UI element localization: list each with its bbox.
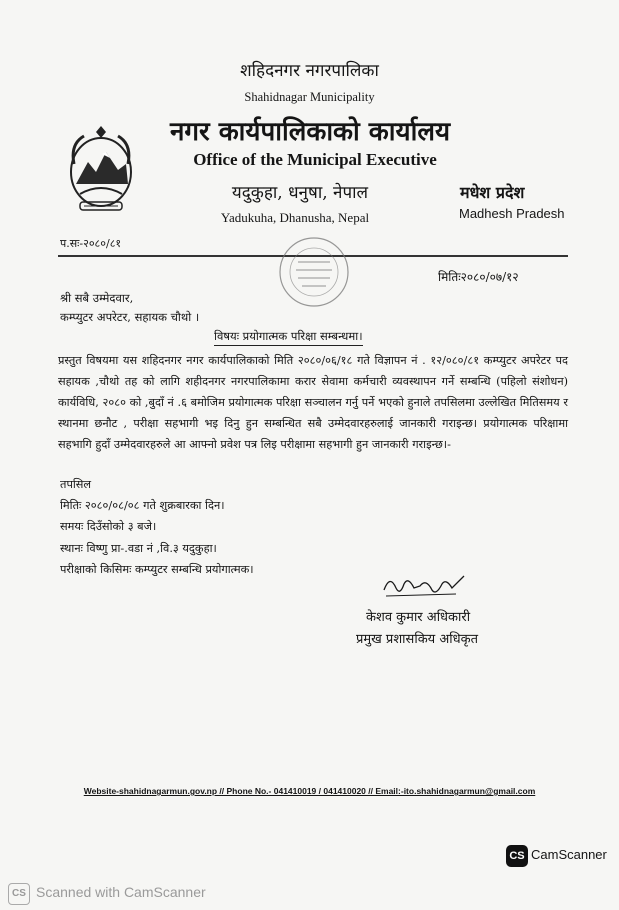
subject-line: विषयः प्रयोगात्मक परिक्षा सम्बन्धमा। [214, 329, 363, 346]
tapsil-heading: तपसिल [60, 478, 92, 491]
address-english: Yadukuha, Dhanusha, Nepal [220, 210, 370, 225]
camscanner-logo-icon: CS [506, 845, 528, 867]
municipality-name-nepali: शहिदनगर नगरपालिका [240, 61, 379, 81]
office-name-nepali: नगर कार्यपालिकाको कार्यालय [169, 117, 451, 147]
exam-date-line: मितिः २०८०/०८/०८ गते शुक्रबारका दिन। [60, 499, 225, 512]
camscanner-watermark-icon: CS [8, 883, 30, 905]
office-name-english: Office of the Municipal Executive [193, 150, 437, 169]
recipient-line-1: श्री सबै उम्मेदवार, [60, 291, 134, 305]
nepal-emblem-icon [66, 124, 136, 216]
address-nepali: यदुकुहा, धनुषा, नेपाल [231, 183, 369, 203]
signature-icon [380, 570, 470, 602]
province-nepali: मधेश प्रदेश [460, 183, 525, 202]
letter-date: मितिः२०८०/०७/१२ [438, 270, 519, 284]
exam-time-line: समयः दिउँसोको ३ बजे। [60, 520, 157, 533]
camscanner-watermark: Scanned with CamScanner [36, 884, 206, 900]
exam-type-line: परीक्षाको किसिमः कम्प्युटर सम्बन्धि प्रयोगात्मक। [60, 563, 254, 576]
province-english: Madhesh Pradesh [459, 206, 565, 221]
signer-name: केशव कुमार अधिकारी [366, 610, 471, 625]
footer-contact: Website-shahidnagarmun.gov.np // Phone No.- 041410019 / 041410020 // Email:-ito.shahidnagarmun@gmail.com [83, 786, 536, 796]
recipient-line-2: कम्प्युटर अपरेटर, सहायक चौथो । [60, 310, 200, 324]
municipality-name-english: Shahidnagar Municipality [244, 90, 375, 104]
office-stamp-icon [272, 232, 356, 312]
exam-place-line: स्थानः विष्णु प्रा-.वडा नं ,वि.३ यदुकुहा। [60, 542, 217, 555]
signer-title: प्रमुख प्रशासकिय अधिकृत [356, 632, 479, 647]
body-paragraph: प्रस्तुत विषयमा यस शहिदनगर नगर कार्यपालिकाको मिति २०८०/०६/१८ गते विज्ञापन नं . १२/०८०/८१ कम्प्युटर अपरेटर पद सहायक ,चौथो तह को लागि शहीदनगर नगरपालिकामा करार सेवामा कर्मचारी व्यवस्थापन गर्ने सम्बन्धि (पहिलो संशोधन) कार्यविधि, २०८० को ,बुदाँ नं .६ बमोजिम प्रयोगात्मक परिक्षा सञ्चालन गर्नु पर्ने भएको हुनाले तपसिलमा उल्लेखित मितिसमय र स्थानमा छनौट , परीक्षा सहभागी भइ दिनु हुन सम्बन्धित सबै उम्मेदवारहरुलाई जानकारी गराइन्छ। प्रयोगात्मक परिक्षामा सहभागि हुदाँ उम्मेदवारहरुले आ आफ्नो प्रवेश पत्र लिइ परीक्षामा सहभागी हुन जानकारी गराइन्छ।- [58, 354, 568, 451]
camscanner-badge: CamScanner [531, 847, 607, 862]
reference-number: प.सः-२०८०/८१ [60, 237, 122, 250]
